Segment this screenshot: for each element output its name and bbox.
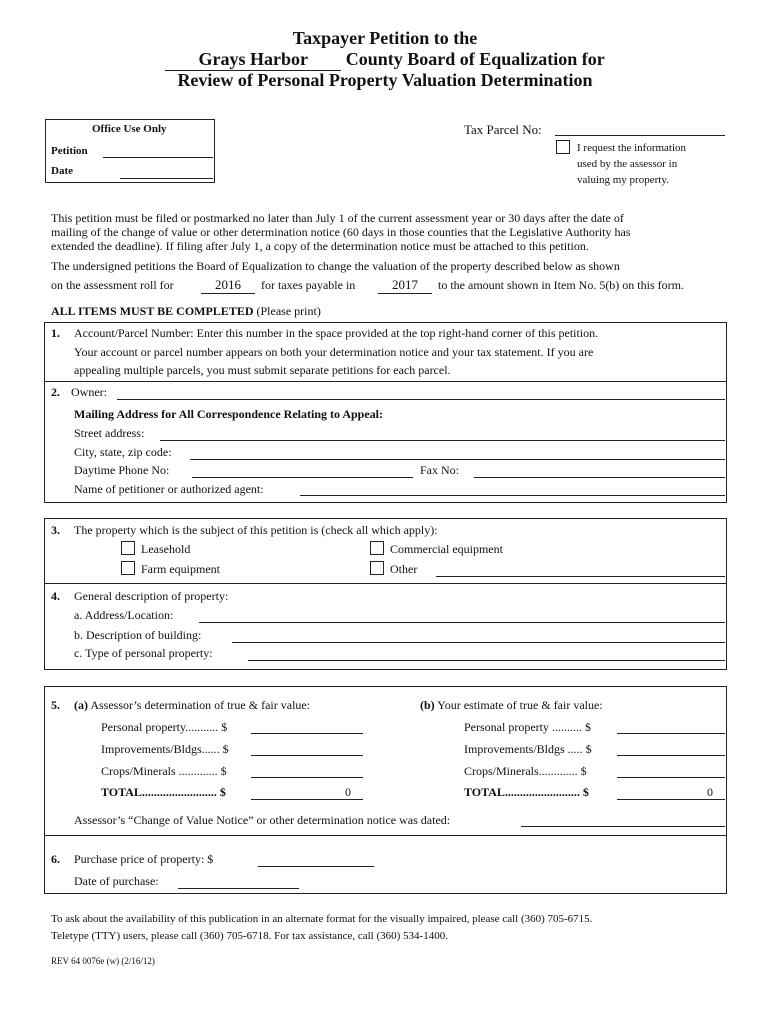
s3-text: The property which is the subject of this petition is (check all which apply):	[74, 523, 438, 537]
s4-c-label: c. Type of personal property:	[74, 646, 213, 660]
notice-date-field[interactable]	[521, 826, 725, 827]
farm-equipment-checkbox[interactable]	[121, 561, 135, 575]
footer-line-2: Teletype (TTY) users, please call (360) 705-6718. For tax assistance, call (360) 534-1400.	[51, 930, 448, 942]
other-label: Other	[390, 562, 418, 576]
s4-number: 4.	[51, 589, 60, 603]
request-info-line-3: valuing my property.	[577, 174, 669, 186]
form-id: REV 64 0076e (w) (2/16/12)	[51, 956, 155, 966]
a-total-label: TOTAL......................... $	[101, 785, 226, 799]
b-crops-field[interactable]	[617, 777, 725, 778]
city-field[interactable]	[190, 459, 725, 460]
s4-text: General description of property:	[74, 589, 229, 603]
s3-number: 3.	[51, 523, 60, 537]
owner-field[interactable]	[117, 399, 725, 400]
s3-divider	[44, 583, 727, 584]
b-total-field	[617, 799, 725, 800]
roll-year-field[interactable]: 2016	[201, 277, 255, 294]
other-checkbox[interactable]	[370, 561, 384, 575]
a-crops-label: Crops/Minerals ............. $	[101, 764, 227, 778]
s1-line-3: appealing multiple parcels, you must submit separate petitions for each parcel.	[74, 363, 451, 377]
intro-p2-a: on the assessment roll for	[51, 278, 174, 292]
title-line-3: Review of Personal Property Valuation Determination	[177, 70, 593, 90]
s5-b-tag: (b)	[420, 698, 435, 712]
other-field[interactable]	[436, 576, 725, 577]
b-total-label: TOTAL......................... $	[464, 785, 589, 799]
b-crops-label: Crops/Minerals............. $	[464, 764, 587, 778]
title-line-2	[0, 49, 770, 71]
s5-a-heading	[74, 698, 310, 713]
fax-label: Fax No:	[420, 463, 459, 477]
s5-b-heading	[420, 698, 603, 713]
office-date-field[interactable]	[120, 178, 213, 179]
s5-b-title: Your estimate of true & fair value:	[437, 698, 603, 712]
s5-number: 5.	[51, 698, 60, 712]
intro-p2-c: to the amount shown in Item No. 5(b) on this form.	[438, 278, 684, 292]
s1-line-1: Account/Parcel Number: Enter this number in the space provided at the top right-hand corner of this petition.	[74, 326, 599, 340]
intro-p1-line-3: extended the deadline). If filing after July 1, a copy of the determination notice must be attached to this petition.	[51, 239, 589, 253]
purchase-price-label: Purchase price of property: $	[74, 852, 214, 866]
footer-line-1: To ask about the availability of this publication in an alternate format for the visually impaired, please call (360) 705-6715.	[51, 913, 593, 925]
office-petition-field[interactable]	[103, 157, 213, 158]
title-line-1: Taxpayer Petition to the	[292, 28, 478, 48]
s4-b-label: b. Description of building:	[74, 628, 202, 642]
request-info-line-2: used by the assessor in	[577, 158, 678, 170]
intro-p1-line-1: This petition must be filed or postmarked no later than July 1 of the current assessment year or 30 days after the date of	[51, 211, 624, 225]
purchase-price-field[interactable]	[258, 866, 374, 867]
a-personal-label: Personal property........... $	[101, 720, 228, 734]
city-label: City, state, zip code:	[74, 445, 172, 459]
phone-field[interactable]	[192, 477, 413, 478]
b-improvements-field[interactable]	[617, 755, 725, 756]
s2-number: 2.	[51, 385, 60, 399]
agent-field[interactable]	[300, 495, 725, 496]
s5-divider	[44, 835, 727, 836]
a-improvements-label: Improvements/Bldgs...... $	[101, 742, 229, 756]
title-line-2-rest: County Board of Equalization for	[345, 49, 605, 69]
s5-a-tag: (a)	[74, 698, 88, 712]
payable-year-field[interactable]: 2017	[378, 277, 432, 294]
office-use-title: Office Use Only	[92, 123, 167, 135]
b-personal-field[interactable]	[617, 733, 725, 734]
s1-divider	[44, 381, 727, 382]
office-date-label: Date	[51, 165, 73, 177]
office-petition-label: Petition	[51, 145, 88, 157]
purchase-date-label: Date of purchase:	[74, 874, 159, 888]
s1-number: 1.	[51, 326, 60, 340]
intro-p1-line-2: mailing of the change of value or other determination notice (60 days in those counties that the Legislative Authority has	[51, 225, 631, 239]
a-personal-field[interactable]	[251, 733, 363, 734]
intro-p2-b: for taxes payable in	[261, 278, 356, 292]
s1-line-2: Your account or parcel number appears on both your determination notice and your tax statement. If you are	[74, 345, 594, 359]
a-crops-field[interactable]	[251, 777, 363, 778]
address-location-field[interactable]	[199, 622, 725, 623]
farm-equipment-label: Farm equipment	[141, 562, 220, 576]
county-name: Grays Harbor	[165, 49, 341, 71]
notice-date-label: Assessor’s “Change of Value Notice” or other determination notice was dated:	[74, 813, 451, 827]
b-total-value[interactable]: 0	[707, 785, 713, 799]
tax-parcel-label: Tax Parcel No:	[464, 122, 542, 137]
s6-number: 6.	[51, 852, 60, 866]
all-items-bold: ALL ITEMS MUST BE COMPLETED	[51, 304, 254, 318]
street-label: Street address:	[74, 426, 145, 440]
tax-parcel-field[interactable]	[555, 135, 725, 136]
office-use-box	[45, 119, 215, 183]
all-items-rest: (Please print)	[256, 304, 321, 318]
leasehold-checkbox[interactable]	[121, 541, 135, 555]
agent-label: Name of petitioner or authorized agent:	[74, 482, 264, 496]
a-total-value[interactable]: 0	[345, 785, 351, 799]
intro-p2-line-1: The undersigned petitions the Board of Equalization to change the valuation of the property described below as shown	[51, 259, 620, 273]
fax-field[interactable]	[474, 477, 725, 478]
b-personal-label: Personal property .......... $	[464, 720, 591, 734]
s4-a-label: a. Address/Location:	[74, 608, 174, 622]
personal-property-type-field[interactable]	[248, 660, 725, 661]
phone-label: Daytime Phone No:	[74, 463, 170, 477]
leasehold-label: Leasehold	[141, 542, 191, 556]
request-info-checkbox[interactable]	[556, 140, 570, 154]
s2-owner-label: Owner:	[71, 385, 107, 399]
building-description-field[interactable]	[232, 642, 725, 643]
purchase-date-field[interactable]	[178, 888, 299, 889]
a-total-field	[251, 799, 363, 800]
b-improvements-label: Improvements/Bldgs ..... $	[464, 742, 592, 756]
a-improvements-field[interactable]	[251, 755, 363, 756]
s5-a-title: Assessor’s determination of true & fair value:	[90, 698, 311, 712]
commercial-equipment-checkbox[interactable]	[370, 541, 384, 555]
street-field[interactable]	[160, 440, 725, 441]
all-items-heading	[51, 304, 321, 319]
commercial-equipment-label: Commercial equipment	[390, 542, 503, 556]
mailing-title: Mailing Address for All Correspondence Relating to Appeal:	[74, 407, 384, 421]
request-info-line-1: I request the information	[577, 142, 687, 154]
